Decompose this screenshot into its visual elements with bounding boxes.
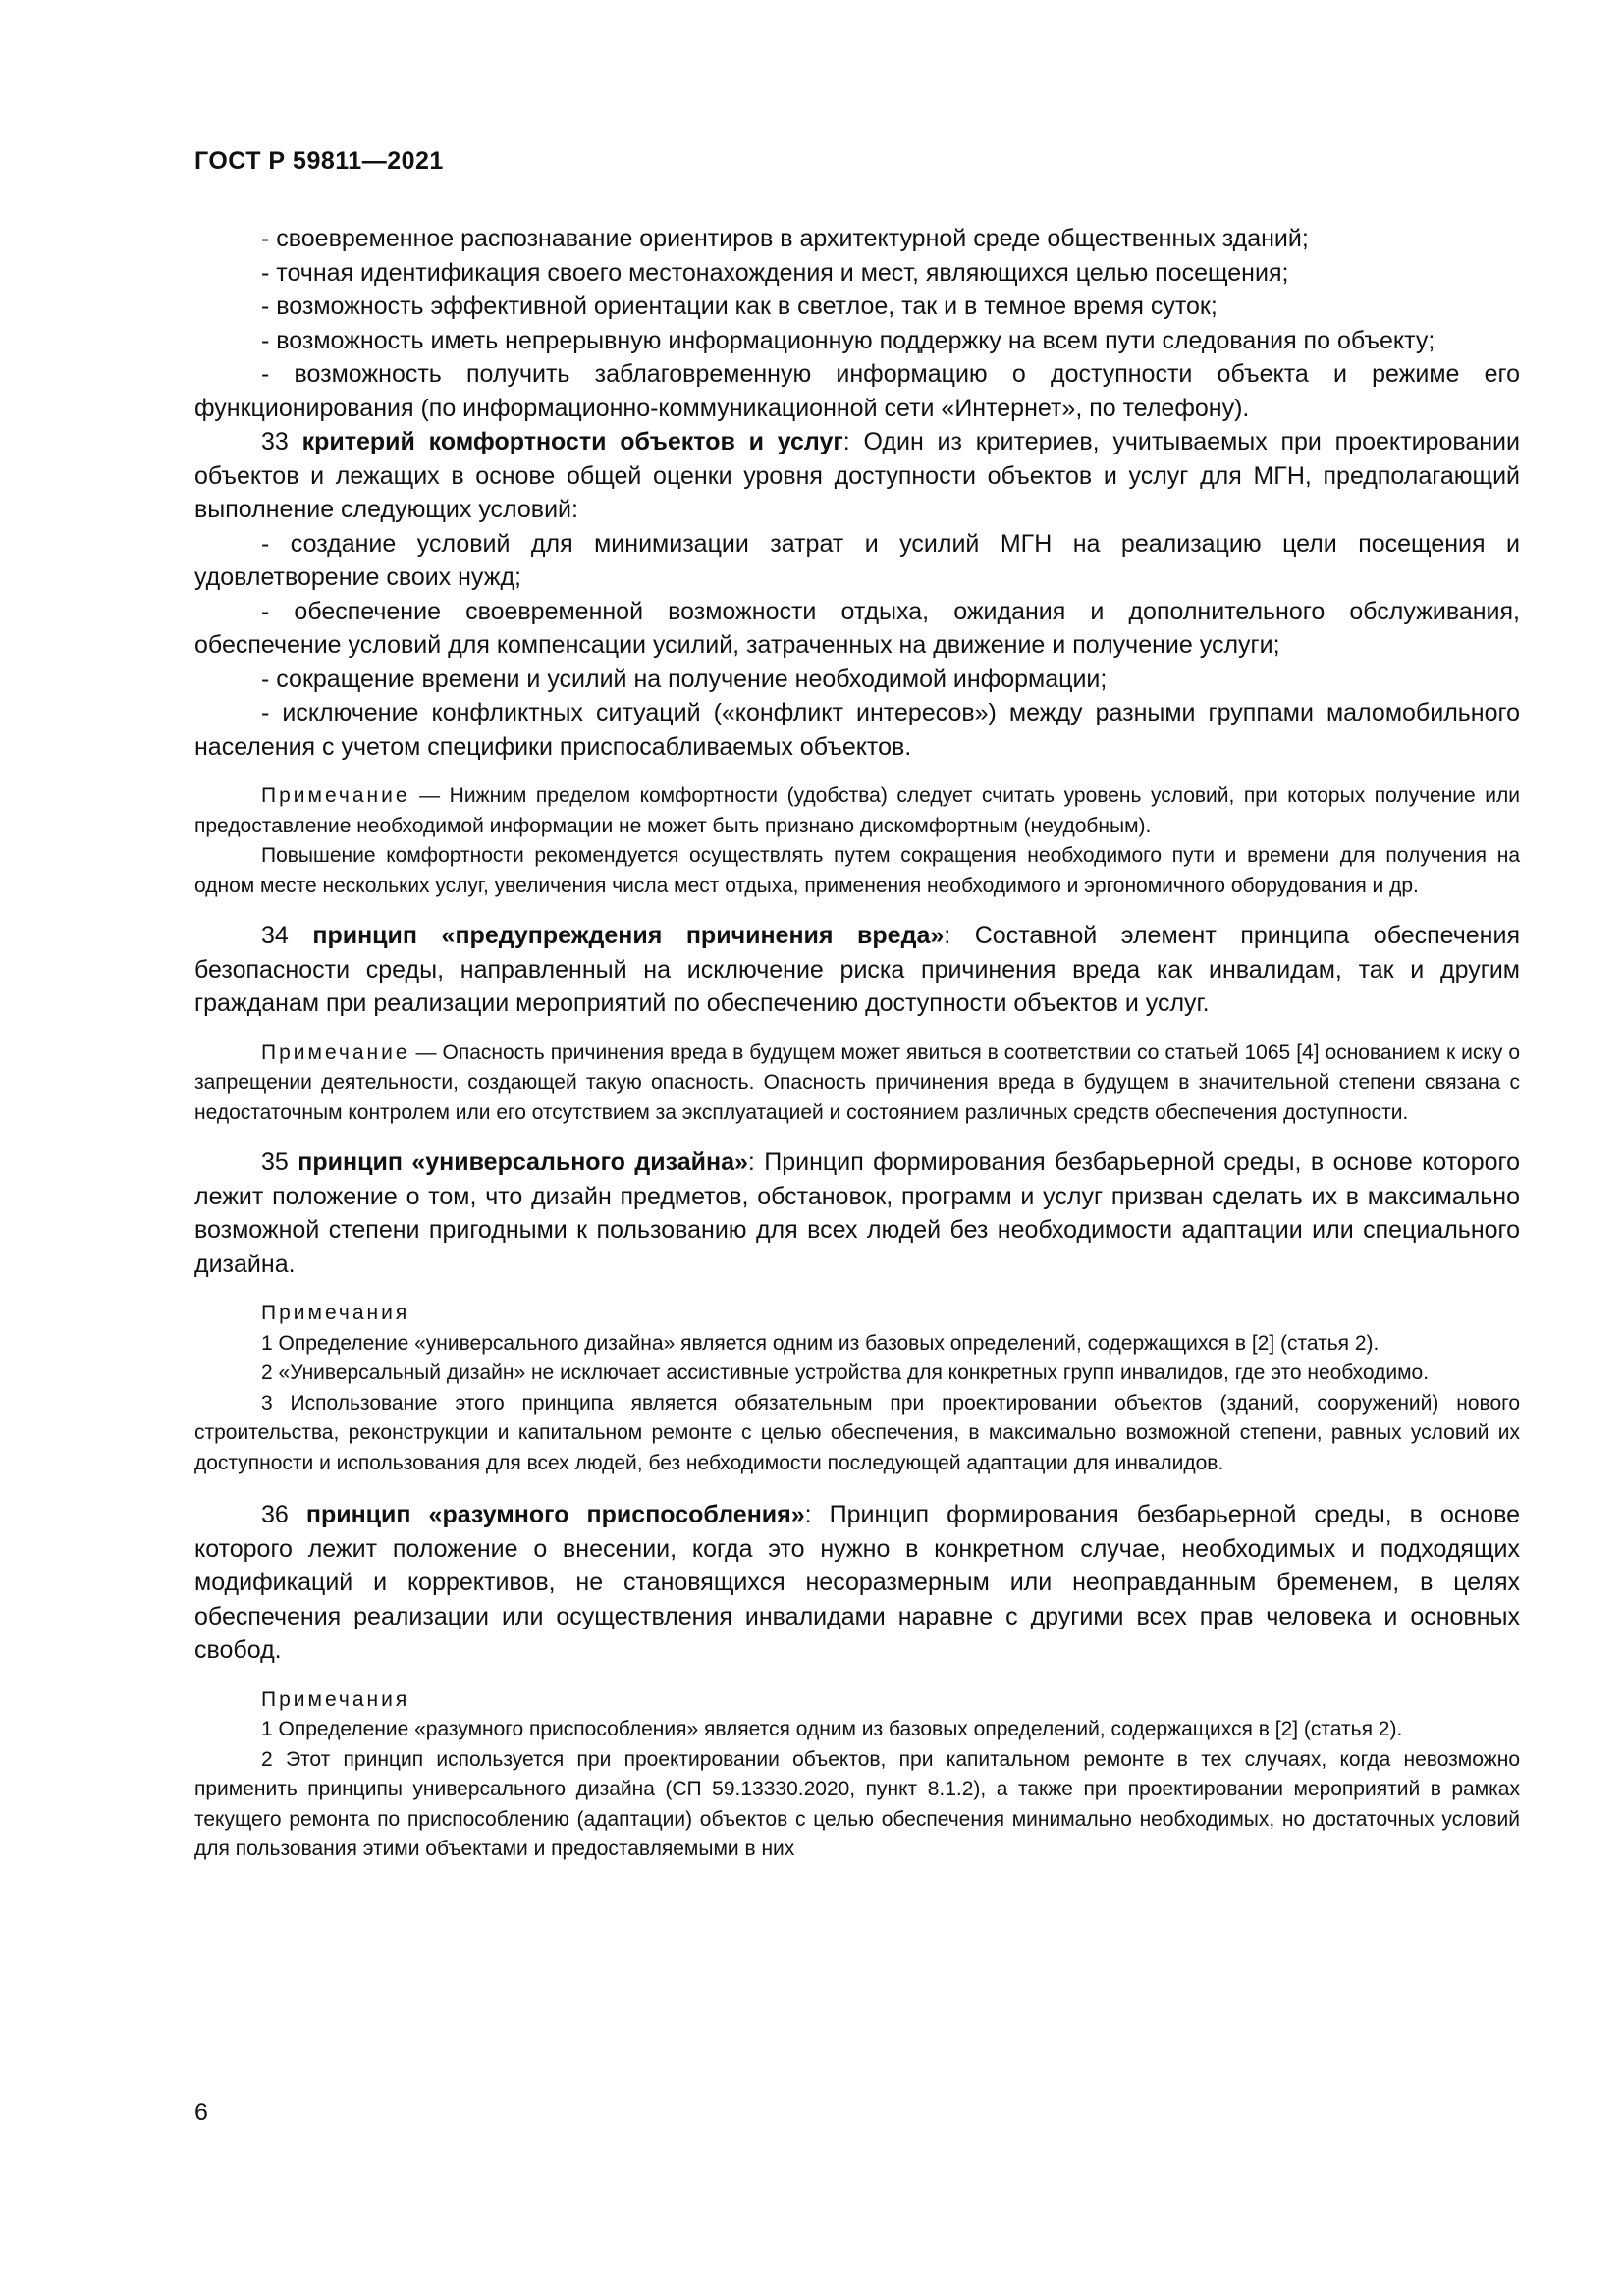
term-35 — [194, 1146, 1520, 1281]
note: 2 «Универсальный дизайн» не исключает ассистивные устройства для конкретных групп инвалидов, где это необходимо. — [261, 1362, 1430, 1384]
note — [194, 781, 1520, 841]
term-number: 33 — [261, 428, 289, 455]
list-item: - создание условий для минимизации затрат и усилий МГН на реализацию цели посещения и удовлетворение своих нужд; — [194, 529, 1520, 591]
page-number: 6 — [194, 2099, 208, 2126]
term-title: принцип «разумного приспособления» — [305, 1501, 805, 1528]
note-text: — Нижним пределом комфортности (удобства) следует считать уровень условий, при которых получение или предоставление необходимой информации не может быть признано дискомфортным (неудобным). — [194, 784, 1520, 837]
note-continuation: Повышение комфортности рекомендуется осуществлять путем сокращения необходимого пути и времени для получения на одном месте нескольких услуг, увеличения числа мест отдыха, применения необходимого и эргономичного оборудования и др. — [194, 844, 1520, 897]
note: 3 Использование этого принципа является обязательным при проектировании объектов (зданий, сооружений) нового строительства, реконструкции и капитальном ремонте с целью обеспечения, в максимально возможной степени, равных условий их доступности и использования для всех людей, без небходимости последующей адаптации для инвалидов. — [194, 1391, 1520, 1474]
note: 1 Определение «разумного приспособления» является одним из базовых определений, содержащихся в [2] (статья 2). — [261, 1718, 1403, 1740]
term-34 — [194, 919, 1520, 1021]
term-definition: : Составной элемент принципа обеспечения безопасности среды, направленный на исключение риска причинения вреда как инвалидам, так и другим гражданам при реализации мероприятий по обеспечению доступности объектов и услуг. — [194, 922, 1520, 1017]
page-content — [194, 222, 1520, 1865]
term-definition: : Принцип формирования безбарьерной среды, в основе которого лежит положение о том, что дизайн предметов, обстановок, программ и услуг призван сделать их в максимально возможной степени пригодными к пользованию для всех людей без необходимости адаптации или специального дизайна. — [194, 1148, 1520, 1278]
list-item: - сокращение времени и усилий на получение необходимой информации; — [261, 665, 1108, 693]
term-title: принцип «универсального дизайна» — [298, 1148, 748, 1176]
list-item: - исключение конфликтных ситуаций («конфликт интересов») между разными группами маломобильного населения с учетом специфики приспосабливаемых объектов. — [194, 699, 1520, 761]
note: 1 Определение «универсального дизайна» является одним из базовых определений, содержащихся в [2] (статья 2). — [261, 1331, 1380, 1355]
term-33 — [194, 425, 1520, 527]
notes-label: Примечания — [261, 1302, 410, 1324]
note-label: Примечание — [261, 1041, 410, 1064]
term-definition: : Один из критериев, учитываемых при проектировании объектов и лежащих в основе общей оценки уровня доступности объектов и услуг для МГН, предполагающий выполнение следующих условий: — [194, 428, 1520, 523]
term-number: 34 — [261, 922, 289, 949]
list-item: - возможность эффективной ориентации как в светлое, так и в темное время суток; — [261, 293, 1218, 320]
list-item: - точная идентификация своего местонахождения и мест, являющихся целью посещения; — [261, 258, 1289, 287]
list-item: - возможность иметь непрерывную информационную поддержку на всем пути следования по объекту; — [261, 326, 1435, 354]
notes-label: Примечания — [261, 1687, 410, 1711]
term-number: 36 — [261, 1501, 289, 1528]
list-item: - своевременное распознавание ориентиров в архитектурной среде общественных зданий; — [261, 225, 1309, 252]
note: 2 Этот принцип используется при проектировании объектов, при капитальном ремонте в тех случаях, когда невозможно применить принципы универсального дизайна (СП 59.13330.2020, пункт 8.1.2), а также при проектировании мероприятий в рамках текущего ремонта по приспособлению (адаптации) объектов с целью обеспечения минимально необходимых, но достаточных условий для пользования этими объектами и предоставляемыми в них — [194, 1747, 1520, 1860]
note-text: — Опасность причинения вреда в будущем может явиться в соответствии со статьей 1065 [4] основанием к иску о запрещении деятельности, создающей такую опасность. Опасность причинения вреда в будущем в значительной степени связана с недостаточным контролем или его отсутствием за эксплуатацией и состоянием различных средств обеспечения доступности. — [194, 1041, 1520, 1124]
document-header: ГОСТ Р 59811—2021 — [194, 147, 444, 175]
term-number: 35 — [261, 1148, 289, 1176]
list-item: - возможность получить заблаговременную информацию о доступности объекта и режиме его функционирования (по информационно-коммуникационной сети «Интернет», по телефону). — [194, 360, 1520, 422]
list-item: - обеспечение своевременной возможности отдыха, ожидания и дополнительного обслуживания, обеспечение условий для компенсации усилий, затраченных на движение и получение услуги; — [194, 597, 1520, 659]
note-label: Примечание — [261, 784, 410, 807]
note — [194, 1039, 1520, 1129]
term-36 — [194, 1498, 1520, 1668]
term-title: критерий комфортности объектов и услуг — [301, 428, 843, 455]
term-definition: : Принцип формирования безбарьерной среды, в основе которого лежит положение о внесении, когда это нужно в конкретном случае, необходимых и подходящих модификаций и коррективов, не становящихся несоразмерным или неоправданным бременем, в целях обеспечения реализации или осуществления инвалидами наравне с другими всех прав человека и основных свобод. — [194, 1501, 1520, 1664]
term-title: принцип «предупреждения причинения вреда» — [312, 922, 945, 949]
